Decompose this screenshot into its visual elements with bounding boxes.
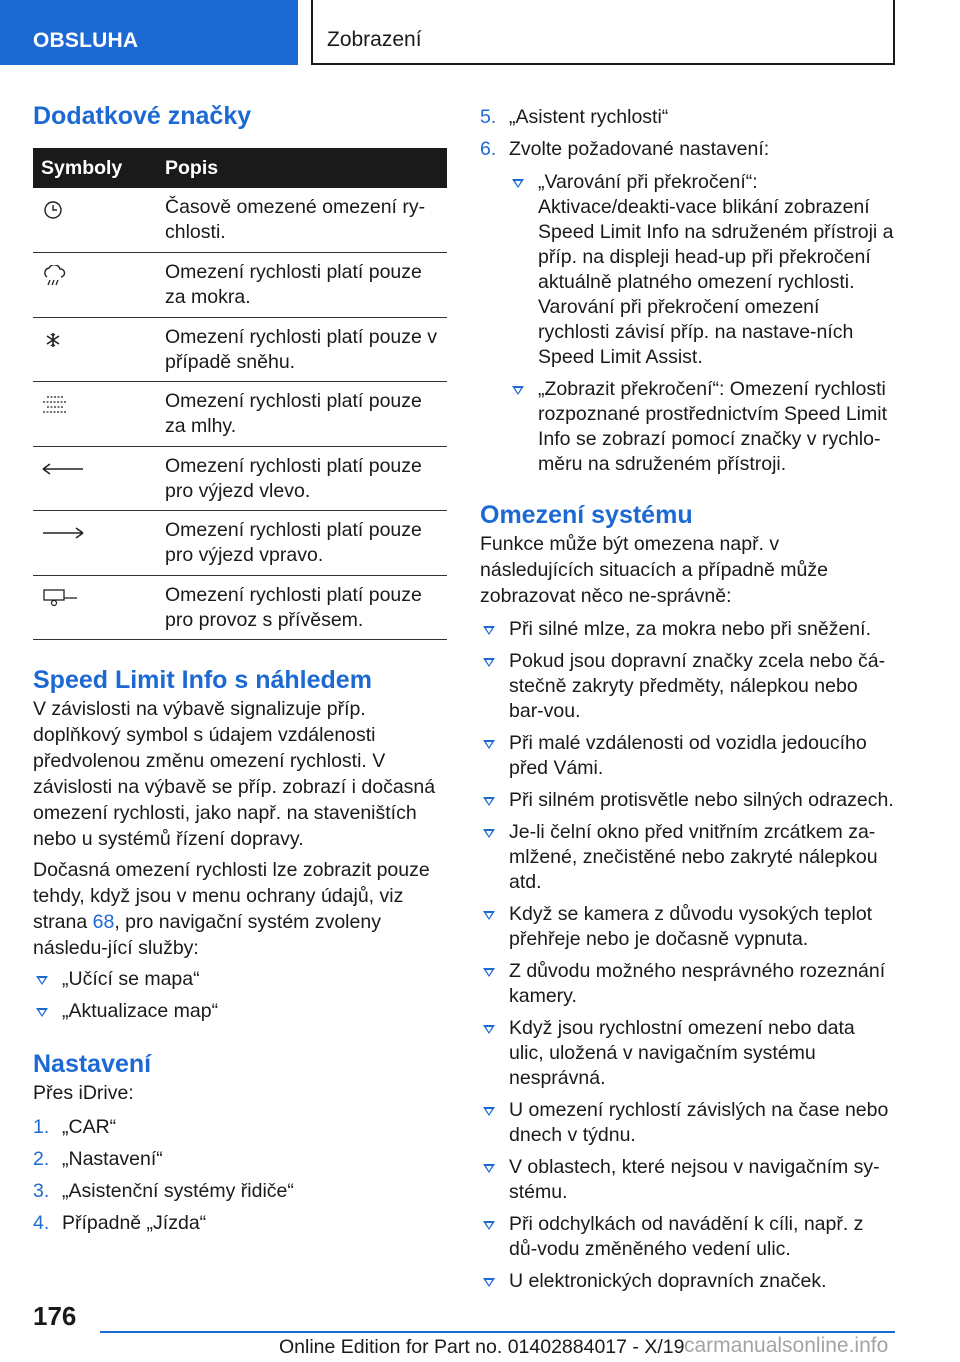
table-row <box>33 317 447 382</box>
bullet-triangle-icon <box>483 1278 495 1287</box>
list-item: 6. Zvolte požadované nastavení: <box>480 138 770 160</box>
table-cell-description: Omezení rychlosti platí pouze v případě sněhu. <box>155 317 447 382</box>
bullet-triangle-icon <box>483 626 495 635</box>
edition-note: Online Edition for Part no. 01402884017 - X/19 <box>279 1336 685 1358</box>
list-item: „Varování při překročení“: Aktivace/deakti-vace blikání zobrazení Speed Limit Info na sdruženém přístroji a příp. na displeji head-up při překročení aktuálně platného omezení rychlosti. Varování při překročení omezení rychlosti závisí příp. na nastave-ních Speed Limit Assist. <box>509 170 894 370</box>
bullet-triangle-icon <box>483 829 495 838</box>
list-item: U omezení rychlostí závislých na čase nebo dnech v týdnu. <box>480 1098 894 1148</box>
table-row <box>33 188 447 253</box>
list-item: Z důvodu možného nesprávného rozeznání kamery. <box>480 959 894 1009</box>
table-row <box>33 511 447 576</box>
list-item: Je-li čelní okno před vnitřním zrcátkem za-mlžené, znečistěné nebo zakryté nálepkou atd. <box>480 820 894 895</box>
bullet-triangle-icon <box>483 658 495 667</box>
bullet-triangle-icon <box>483 740 495 749</box>
arrow-right-icon <box>41 525 85 541</box>
table-cell-description: Omezení rychlosti platí pouze za mlhy. <box>155 382 447 447</box>
fog-icon <box>41 394 69 416</box>
table-cell-description: Omezení rychlosti platí pouze pro provoz s přívěsem. <box>155 575 447 640</box>
heading-additional-signs: Dodatkové značky <box>33 102 252 130</box>
paragraph: Funkce může být omezena např. v následujících situacích a případně může zobrazovat něco ne-správně: <box>480 533 828 607</box>
table-cell-description: Omezení rychlosti platí pouze pro výjezd vpravo. <box>155 511 447 576</box>
numbered-list <box>33 1114 447 1236</box>
right-column <box>480 104 894 1294</box>
bullet-list <box>33 967 447 1024</box>
bullet-triangle-icon <box>483 797 495 806</box>
list-item: Při silné mlze, za mokra nebo při sněžení. <box>480 617 894 642</box>
section-tab: OBSLUHA <box>0 0 298 65</box>
column-header-description: Popis <box>165 156 219 179</box>
chapter-title: Zobrazení <box>311 0 895 65</box>
bullet-triangle-icon <box>483 1164 495 1173</box>
bullet-triangle-icon <box>512 179 524 188</box>
heading-system-limits: Omezení systému <box>480 501 693 529</box>
list-item: V oblastech, které nejsou v navigačním sy-stému. <box>480 1155 894 1205</box>
list-item: „Aktualizace map“ <box>33 999 447 1024</box>
bullet-triangle-icon <box>512 386 524 395</box>
page-link[interactable]: 68 <box>92 911 115 933</box>
list-item: 1. „CAR“ <box>33 1116 117 1138</box>
page-number: 176 <box>33 1301 77 1331</box>
table-cell-description: Omezení rychlosti platí pouze pro výjezd vlevo. <box>155 446 447 511</box>
list-item: Při odchylkách od navádění k cíli, např. z dů-vodu změněného vedení ulic. <box>480 1212 894 1262</box>
paragraph: Přes iDrive: <box>33 1082 134 1104</box>
table-row <box>33 382 447 447</box>
column-header-symbols: Symboly <box>41 156 123 179</box>
heading-settings: Nastavení <box>33 1050 152 1078</box>
bullet-triangle-icon <box>36 976 48 985</box>
table-header-row <box>33 148 447 188</box>
trailer-icon <box>41 588 81 608</box>
snowflake-icon <box>41 330 65 350</box>
paragraph: V závislosti na výbavě signalizuje příp. doplňkový symbol s údajem vzdálenosti předvolenou změnu omezení rychlosti. V závislosti na výbavě se příp. zobrazí i dočasná omezení rychlosti, jako např. na staveništích nebo u systémů řízení dopravy. <box>33 698 436 850</box>
list-item: 5. „Asistent rychlosti“ <box>480 106 669 128</box>
table-row <box>33 446 447 511</box>
list-item: Když se kamera z důvodu vysokých teplot přehřeje nebo je dočasně vypnuta. <box>480 902 894 952</box>
list-item: 2. „Nastavení“ <box>33 1148 163 1170</box>
list-item: 4. Případně „Jízda“ <box>33 1212 207 1234</box>
bullet-triangle-icon <box>483 1107 495 1116</box>
list-item: Při malé vzdálenosti od vozidla jedoucího před Vámi. <box>480 731 894 781</box>
page-header <box>0 0 960 66</box>
arrow-left-icon <box>41 461 85 477</box>
footer-divider <box>100 1331 895 1333</box>
table-row <box>33 253 447 318</box>
rain-icon <box>41 265 67 287</box>
list-item: Když jsou rychlostní omezení nebo data ulic, uložená v navigačním systému nesprávná. <box>480 1016 894 1091</box>
list-item: Pokud jsou dopravní značky zcela nebo čá-stečně zakryty předměty, nálepkou nebo bar-vou. <box>480 649 894 724</box>
table-cell-description: Omezení rychlosti platí pouze za mokra. <box>155 253 447 318</box>
paragraph: Dočasná omezení rychlosti lze zobrazit pouze tehdy, když jsou v menu ochrany údajů, viz strana 68, pro navigační systém zvoleny následu-jící služby: <box>33 859 430 959</box>
clock-icon <box>41 200 65 220</box>
list-item: U elektronických dopravních značek. <box>480 1269 894 1294</box>
heading-speed-limit-preview: Speed Limit Info s náhledem <box>33 666 372 694</box>
list-item: „Učící se mapa“ <box>33 967 447 992</box>
bullet-triangle-icon <box>483 968 495 977</box>
symbols-table <box>33 148 447 640</box>
bullet-triangle-icon <box>36 1008 48 1017</box>
watermark: carmanualsonline.info <box>684 1334 889 1357</box>
bullet-triangle-icon <box>483 1025 495 1034</box>
bullet-triangle-icon <box>483 911 495 920</box>
table-row <box>33 575 447 640</box>
table-cell-description: Časově omezené omezení ry-chlosti. <box>155 188 447 253</box>
list-item: 3. „Asistenční systémy řidiče“ <box>33 1180 294 1202</box>
list-item: „Zobrazit překročení“: Omezení rychlosti rozpoznané prostřednictvím Speed Limit Info se zobrazí pomocí značky v rychlo-měru na sdruženém přístroji. <box>509 377 894 477</box>
bullet-triangle-icon <box>483 1221 495 1230</box>
left-column <box>33 100 447 1236</box>
list-item: Při silném protisvětle nebo silných odrazech. <box>480 788 894 813</box>
bullet-list <box>480 617 894 1294</box>
sub-bullet-list <box>480 170 894 477</box>
